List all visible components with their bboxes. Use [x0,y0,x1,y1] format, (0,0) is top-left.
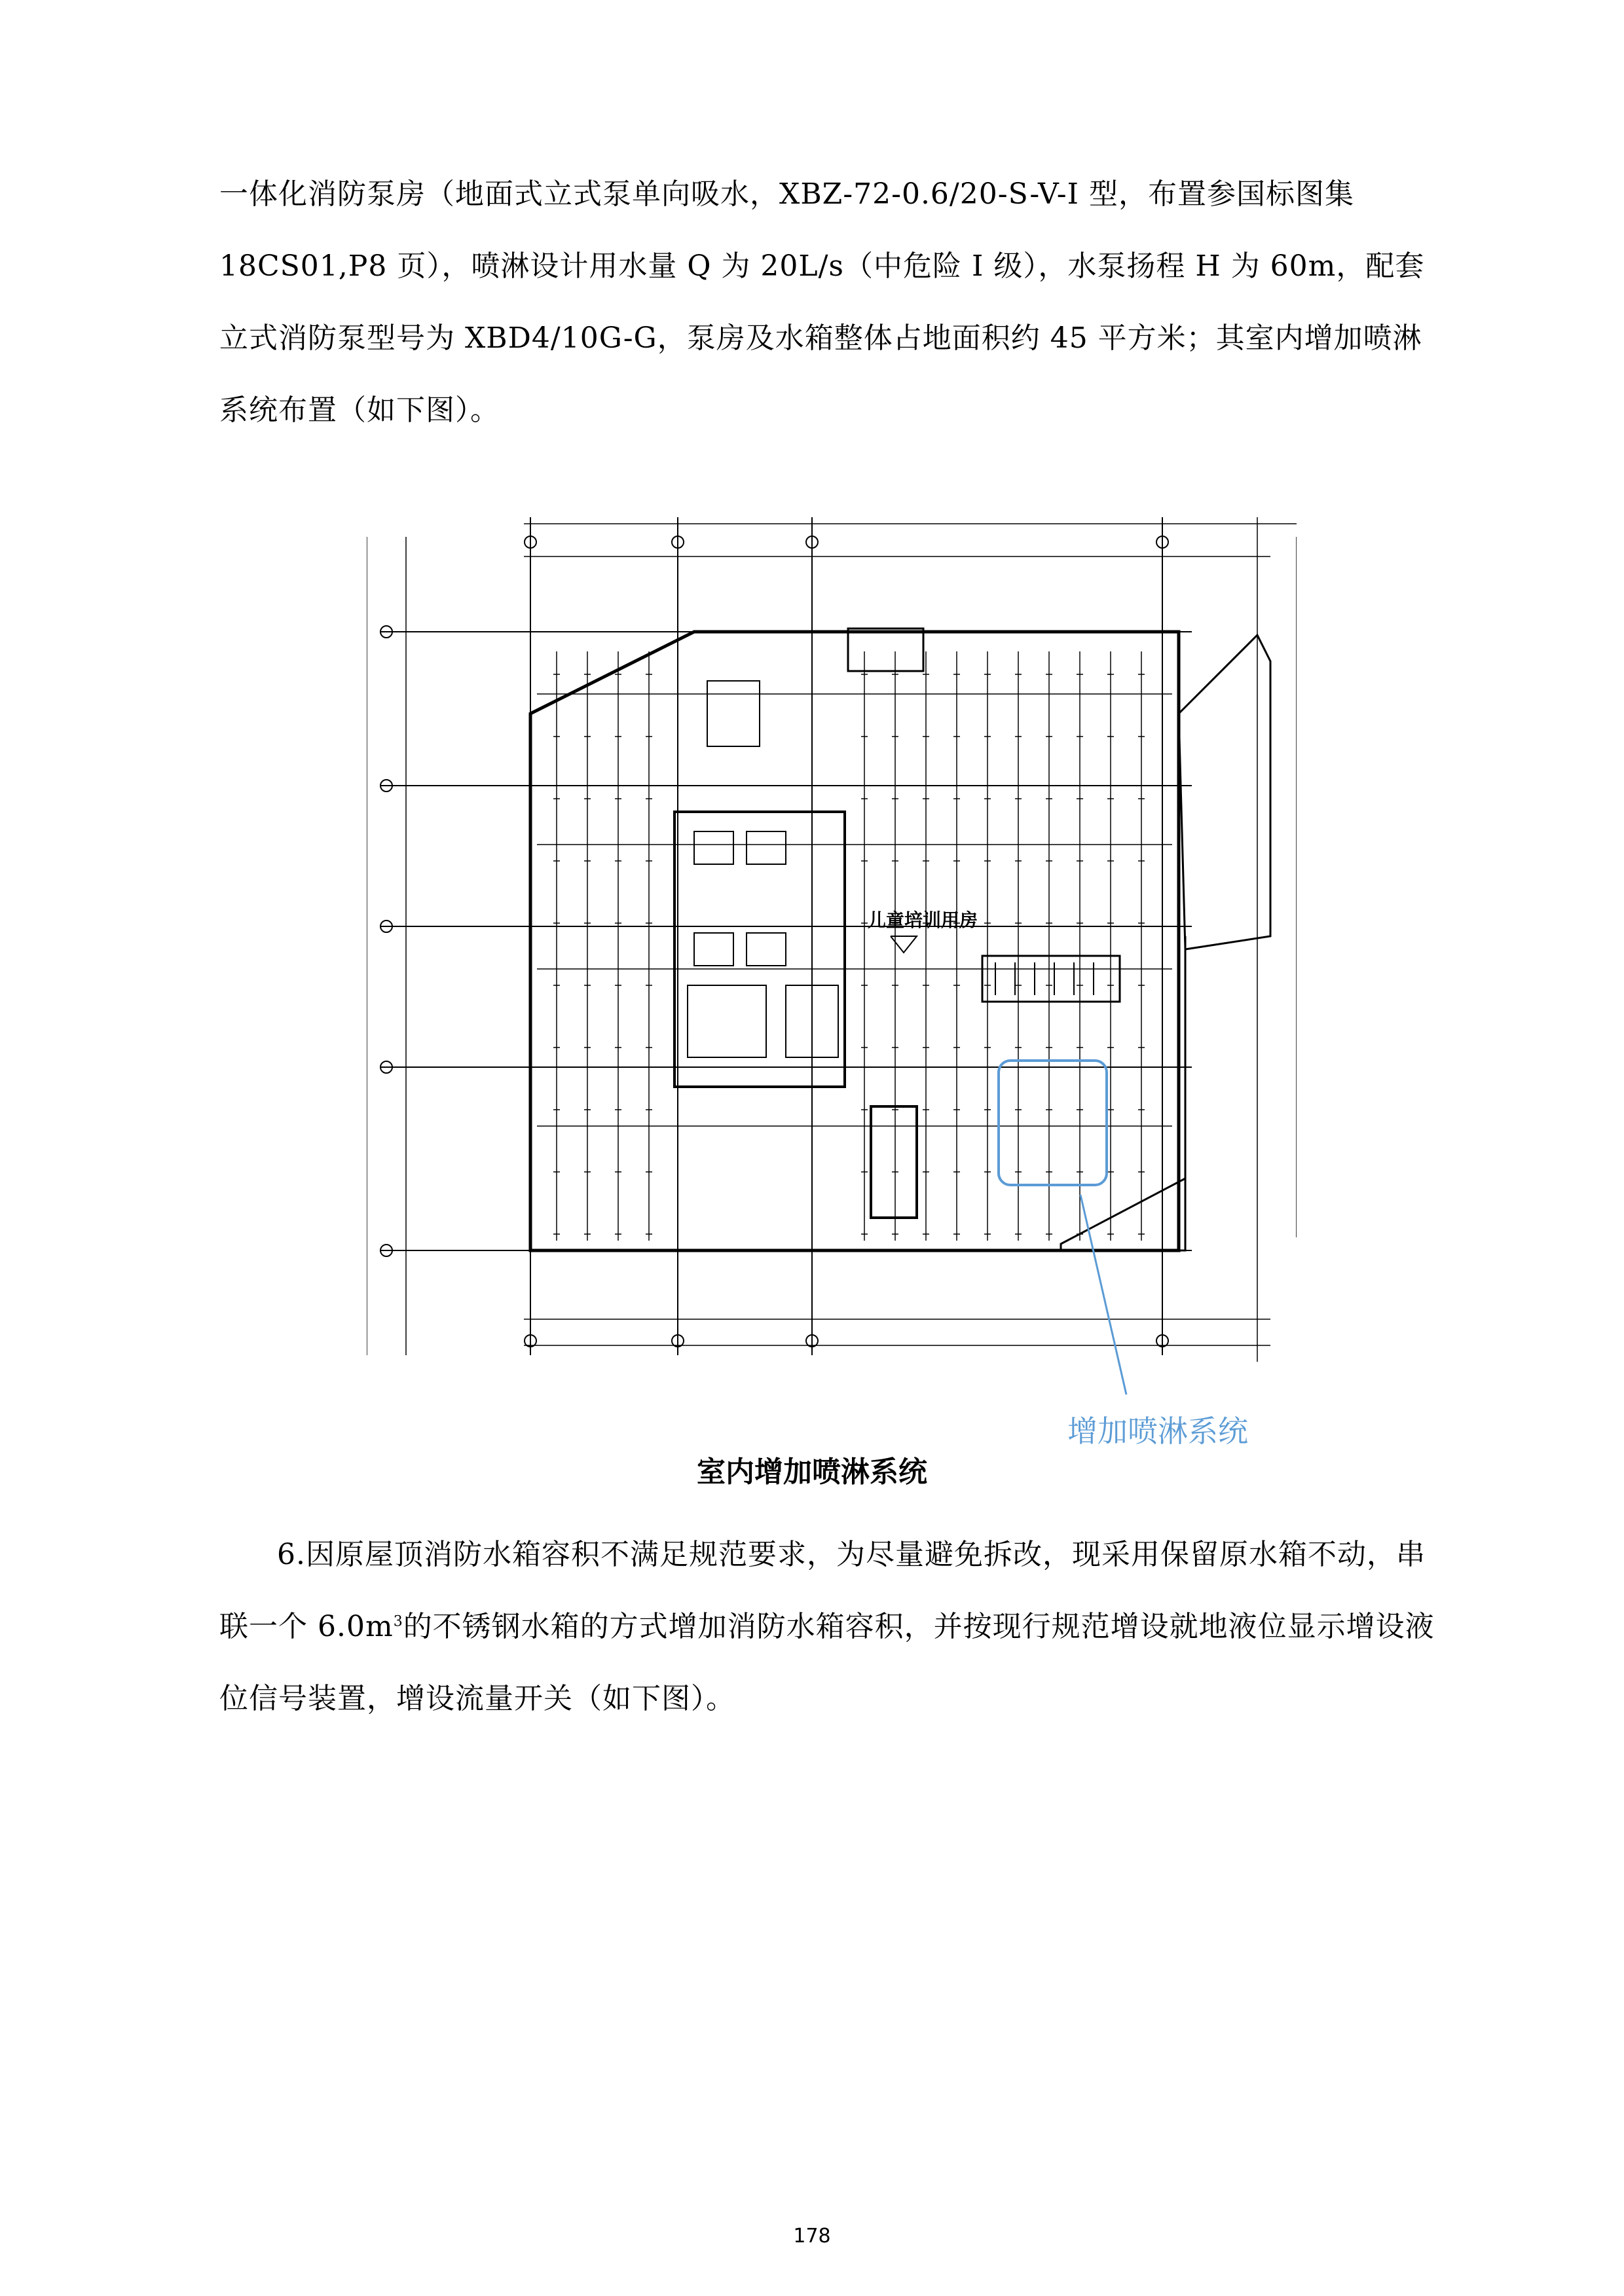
annotation-label: 增加喷淋系统 [1067,1413,1248,1449]
body-paragraph-1: 一体化消防泵房（地面式立式泵单向吸水，XBZ-72-0.6/20-S-V-I 型，布置参国标图集18CS01,P8 页），喷淋设计用水量 Q 为 20L/s（中危险 I 级），水泵扬程 H 为 60m，配套立式消防泵型号为 XBD4/10G-G，泵房及水箱整体占地面积约 45 平方米；其室内增加喷淋系统布置（如下图）。 [219,177,1425,427]
floor-plan-drawing [367,517,1297,1447]
triangle-marker [891,936,917,953]
room-label: 儿童培训用房 [868,909,978,931]
figure-caption: 室内增加喷淋系统 [697,1455,927,1489]
superscript-3: 3 [393,1613,403,1630]
body-paragraph-2 [219,1519,1450,1735]
sprinkler-highlight-box [999,1061,1107,1185]
page-number: 178 [793,2225,831,2248]
paragraph-2-text-cont: 的不锈钢水箱的方式增加消防水箱容积，并按现行规范增设就地液位显示增设液位信号装置，增设流量开关（如下图）。 [219,1610,1435,1715]
annotation-leader-line [1080,1195,1126,1394]
paragraph-2-text: 6.因原屋顶消防水箱容积不满足规范要求，为尽量避免拆改，现采用保留原水箱不动，串联一个 6.0m [219,1538,1426,1643]
